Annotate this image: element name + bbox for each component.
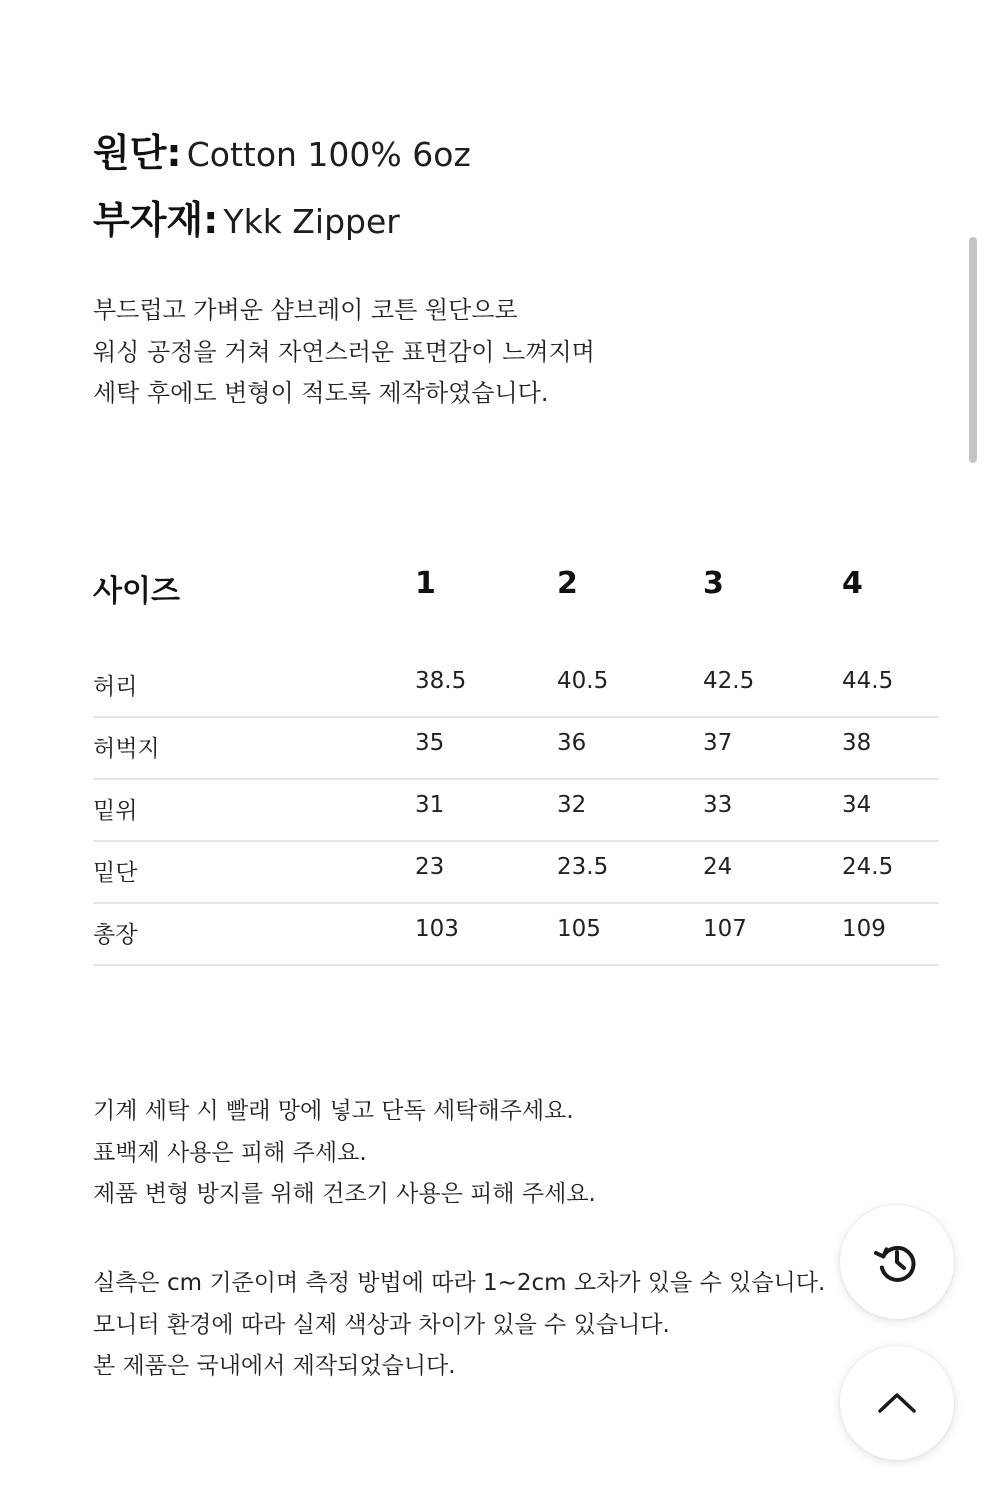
size-header-4: 4: [842, 566, 863, 601]
table-cell: 44.5: [842, 668, 894, 694]
fabric-spec-value: Cotton 100% 6oz: [186, 135, 471, 174]
table-row: [93, 718, 939, 780]
table-cell: 33: [703, 792, 733, 818]
row-label: 밑단: [93, 860, 138, 886]
size-header-3: 3: [703, 566, 724, 601]
table-cell: 38.5: [415, 668, 467, 694]
size-header-1: 1: [415, 566, 436, 601]
table-cell: 24: [703, 854, 733, 880]
product-description: [93, 290, 853, 415]
table-row: [93, 842, 939, 904]
description-line: 워싱 공정을 거쳐 자연스러운 표면감이 느껴지며: [93, 337, 595, 366]
size-header-2: 2: [557, 566, 578, 601]
fabric-spec: [93, 122, 471, 177]
table-row: [93, 904, 939, 966]
history-icon: [872, 1237, 922, 1287]
care-instructions: [93, 1091, 853, 1216]
table-cell: 34: [842, 792, 872, 818]
table-cell: 24.5: [842, 854, 894, 880]
table-row: [93, 780, 939, 842]
info-note-line: 모니터 환경에 따라 실제 색상과 차이가 있을 수 있습니다.: [93, 1311, 670, 1338]
scroll-to-top-button[interactable]: [840, 1346, 954, 1460]
table-cell: 23: [415, 854, 445, 880]
table-cell: 36: [557, 730, 587, 756]
description-line: 세탁 후에도 변형이 적도록 제작하였습니다.: [93, 379, 549, 407]
table-cell: 23.5: [557, 854, 609, 880]
recently-viewed-button[interactable]: [840, 1205, 954, 1319]
care-note-line: 기계 세탁 시 빨래 망에 넣고 단독 세탁해주세요.: [93, 1098, 574, 1124]
trims-spec-value: Ykk Zipper: [223, 202, 400, 241]
size-table: [93, 566, 939, 966]
table-row: [93, 656, 939, 718]
size-header-label: 사이즈: [93, 574, 180, 609]
trims-spec-label: 부자재:: [93, 198, 219, 242]
table-cell: 38: [842, 730, 872, 756]
care-note-line: 표백제 사용은 피해 주세요.: [93, 1139, 367, 1166]
row-label: 밑위: [93, 798, 138, 824]
table-cell: 105: [557, 916, 601, 942]
fabric-spec-label: 원단:: [93, 131, 182, 175]
description-line: 부드럽고 가벼운 샴브레이 코튼 원단으로: [93, 296, 518, 324]
scrollbar-thumb[interactable]: [969, 237, 977, 463]
trims-spec: [93, 189, 400, 244]
table-cell: 107: [703, 916, 747, 942]
info-note-line: 본 제품은 국내에서 제작되었습니다.: [93, 1353, 456, 1379]
table-cell: 40.5: [557, 668, 609, 694]
chevron-up-icon: [875, 1389, 919, 1417]
info-note-line: 실측은 cm 기준이며 측정 방법에 따라 1~2cm 오차가 있을 수 있습니다.: [93, 1270, 826, 1296]
measurement-notice: [93, 1263, 853, 1388]
row-label: 총장: [93, 922, 138, 948]
care-note-line: 제품 변형 방지를 위해 건조기 사용은 피해 주세요.: [93, 1181, 596, 1207]
table-cell: 35: [415, 730, 445, 756]
row-label: 허리: [93, 674, 138, 700]
table-cell: 32: [557, 792, 587, 818]
table-cell: 37: [703, 730, 733, 756]
size-table-header: [93, 566, 939, 640]
table-cell: 42.5: [703, 668, 755, 694]
row-label: 허벅지: [93, 736, 160, 762]
table-cell: 103: [415, 916, 459, 942]
table-cell: 109: [842, 916, 886, 942]
table-cell: 31: [415, 792, 445, 818]
